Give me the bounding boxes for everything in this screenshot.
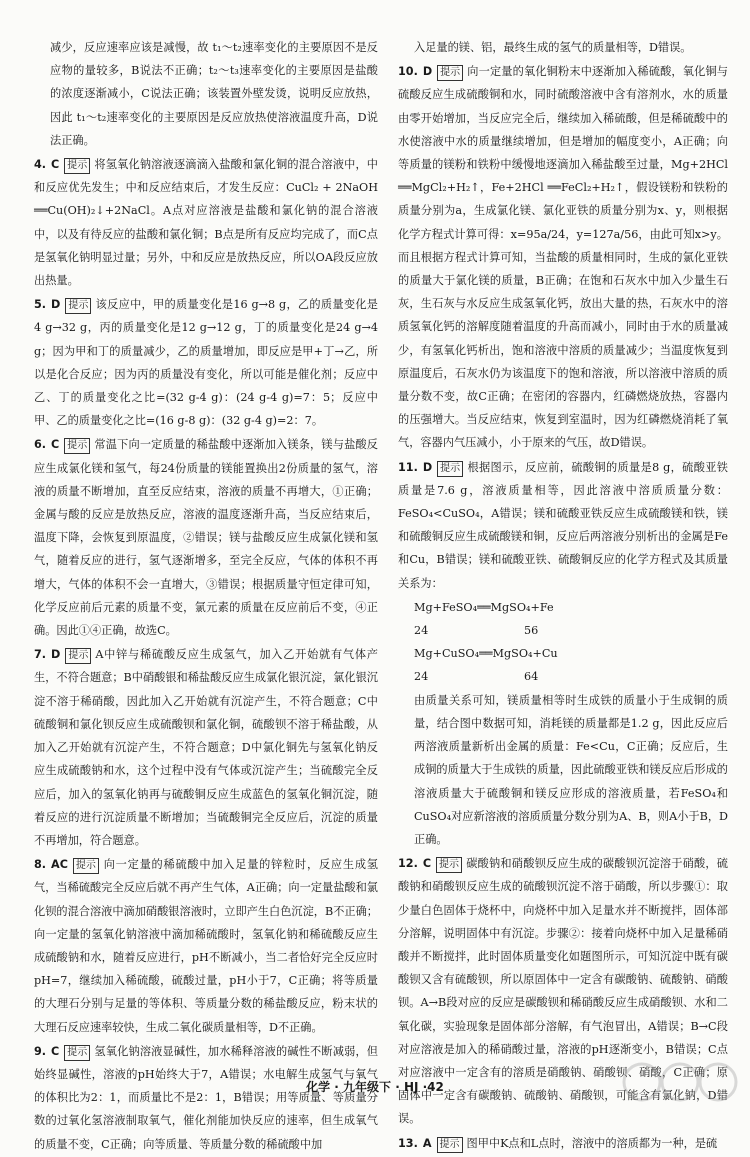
explanation-text: 氢氧化钠溶液显碱性，加水稀释溶液的碱性不断减弱，但始终显碱性，溶液的pH始终大于7，A错误；水电解生成氢气与氧气的体积比为2：1，而质量比不是2：1，B错误；用等质量、等质量分数的过氧化氢溶液制取氧气，催化剂能加快反应的速率，但生成氧气的质量不变，C正确；向等质量、等质量分数的稀硫酸中加 [34, 1044, 378, 1151]
explanation-continuation: 由质量关系可知，镁质量相等时生成铁的质量小于生成铜的质量，结合图中数据可知，消耗镁的质量都是1.2 g，因此反应后两溶液质量新析出金属的质量：Fe<Cu，C正确；反应后，生成铜的质量大于生成铁的质量，因此硫酸亚铁和镁反应后形成的溶液质量大于硫酸铜和镁反应形成的溶液质量，若FeSO₄和CuSO₄对应新溶液的溶质质量分数分别为A、B，则A小于B，D正确。 [414, 693, 728, 846]
answer-entry [34, 433, 378, 642]
hint-tag: 提示 [437, 1137, 463, 1153]
hint-tag: 提示 [437, 461, 463, 477]
question-number: 4. [34, 158, 47, 172]
mass-value: 56 [524, 624, 539, 638]
hint-tag: 提示 [65, 298, 91, 314]
explanation-text: 向一定量的氧化铜粉末中逐渐加入稀硫酸，氧化铜与硫酸反应生成硫酸铜和水，同时硫酸溶液中含有溶剂水，水的质量由零开始增加，当反应完全后，继续加入稀硫酸，但是稀硫酸中的水使溶液中水的质量继续增加，但是增加的幅度变小，A正确；向等质量的镁粉和铁粉中缓慢地逐滴加入稀盐酸至过量，Mg+2HCl ══MgCl₂+H₂↑，Fe+2HCl ══FeCl₂+H₂↑，假设镁粉和铁粉的质量分别为a，生成氯化镁、氯化亚铁的质量分别为x、y，则根据化学方程式计算可得：x=95a/24，y=127a/56，由此可知x>y。而且根据方程式计算可知，当盐酸的质量相同时，生成的氯化亚铁的质量大于氯化镁的质量，B正确；在饱和石灰水中加入少量生石灰，生石灰与水反应生成氢氧化钙，放出大量的热，石灰水中的溶质氢氧化钙的溶解度随着温度的升高而减小，同时由于水的质量减少，有氢氧化钙析出，饱和溶液中溶质的质量减少；当温度恢复到原温度后，石灰水仍为该温度下的饱和溶液，所以溶液中溶质的质量分数不变，故C正确；在密闭的容器内，红磷燃烧放热，容器内的压强增大。当反应结束，恢复到室温时，因为红磷燃烧消耗了氧气，容器内气压减小，小于原来的气压，故D错误。 [398, 65, 728, 450]
explanation-continuation: 入足量的镁、铝，最终生成的氢气的质量相等，D错误。 [414, 41, 692, 54]
explanation-text: 常温下向一定质量的稀盐酸中逐渐加入镁条，镁与盐酸反应生成氯化镁和氢气，每24份质量的镁能置换出2份质量的氢气，溶液的质量不断增加，直至反应结束，溶液的质量不再增大，①正确；金属与酸的反应是放热反应，溶液的温度逐渐升高，当反应结束后，温度下降，会恢复到原温度，②错误；镁与盐酸反应生成氯化镁和氢气，随着反应的进行，氢气逐渐增多，至完全反应，气体的体积不再增大，气体的体积不会一直增大，③错误；根据质量守恒定律可知，化学反应前后元素的质量不变，氯元素的质量在反应前后不变，④正确。因此①④正确，故选C。 [34, 438, 378, 638]
left-column [34, 36, 378, 1157]
answer-entry [398, 456, 728, 595]
hint-tag: 提示 [437, 65, 463, 81]
explanation-continuation: 减少，反应速率应该是减慢，故 t₁～t₂速率变化的主要原因不是反应物的量较多，B说法不正确；t₂～t₃速率变化的主要原因是盐酸的浓度逐渐减小，C说法正确；该装置外壁发烫，说明反应放热，因此 t₁～t₂速率变化的主要原因是反应放热使溶液温度升高，D说法正确。 [50, 41, 378, 147]
answer-entry [398, 60, 728, 454]
answer-letter: D [422, 65, 433, 79]
right-column [398, 36, 728, 1156]
hint-tag: 提示 [436, 857, 462, 873]
hint-tag: 提示 [64, 1045, 90, 1061]
question-number: 8. [34, 858, 47, 872]
answer-letter: C [51, 438, 60, 452]
hint-tag: 提示 [73, 858, 99, 874]
answer-entry [34, 853, 378, 1039]
explanation-text: 碳酸钠和硝酸钡反应生成的碳酸钡沉淀溶于硝酸，硫酸钠和硝酸钡反应生成的硫酸钡沉淀不溶于硝酸，所以步骤①：取少量白色固体于烧杯中，向烧杯中加入足量水并不断搅拌，固体部分溶解，说明固体中有沉淀。步骤②：接着向烧杯中加入足量稀硝酸并不断搅拌，此时固体质量变化如题图所示，可知沉淀中既有碳酸钡又含有硫酸钡，所以原固体中一定含有碳酸钠、硫酸钠、硝酸钡。A→B段对应的反应是碳酸钡和稀硝酸反应生成硝酸钡、水和二氧化碳，实验现象是固体部分溶解，有气泡冒出，A错误；B→C段对应溶液是加入的稀硝酸过量，溶液的pH逐渐变小，B错误；C点对应溶液中一定含有的溶质是硝酸钠、硝酸钡、硝酸，C正确；原固体中一定含有碳酸钠、硫酸钠、硝酸钡，可能含有氯化钠，D错误。 [398, 857, 728, 1126]
answer-entry [398, 1132, 728, 1155]
question-number: 9. [34, 1044, 47, 1058]
equation-mass-row [398, 665, 728, 688]
explanation-text: A中锌与稀硫酸反应生成氢气，加入乙开始就有气体产生，不符合题意；B中硝酸银和稀盐酸反应生成氯化银沉淀，氯化银沉淀不溶于稀硝酸，因此加入乙开始就有沉淀产生，不符合题意；C中硫酸铜和氯化钡反应生成硫酸钡和氯化铜，硫酸钡不溶于稀盐酸，从加入乙开始就有沉淀产生，不符合题意；D中氯化铜先与氢氧化钠反应生成硫酸钠和水，这个过程中没有气体或沉淀产生；当硫酸完全反应后，加入的氢氧化钠再与硫酸铜反应生成蓝色的氢氧化铜沉淀，随着反应的进行沉淀质量不断增加；当硫酸铜完全反应后，沉淀的质量不再增加，符合题意。 [34, 648, 378, 847]
question-number: 7. [34, 648, 47, 662]
answer-letter: C [51, 1044, 60, 1058]
explanation-text: 将氢氧化钠溶液逐滴滴入盐酸和氯化铜的混合溶液中，中和反应优先发生；中和反应结束后，才发生反应：CuCl₂ + 2NaOH ══Cu(OH)₂↓+2NaCl。A点对应溶液是盐酸和氯化钠的混合溶液中，以及有待反应的盐酸和氯化铜；B点是所有反应均完成了，而C点是氢氧化钠明显过量；另外，中和反应是放热反应，所以OA段反应放出热量。 [34, 158, 378, 288]
chemical-equation: Mg+FeSO₄══MgSO₄+Fe [414, 600, 554, 614]
explanation-text: 根据图示，反应前，硫酸铜的质量是8 g，硫酸亚铁质量是7.6 g，溶液质量相等，因此溶液中溶质质量分数：FeSO₄<CuSO₄，A错误；镁和硫酸亚铁反应生成硫酸镁和铁，镁和硫酸铜反应生成硫酸镁和铜，反应后两溶液分别析出的金属是Fe和Cu，B错误；镁和硫酸亚铁、硫酸铜反应的化学方程式及其质量关系为： [398, 460, 728, 590]
question-number: 12. [398, 857, 418, 871]
explanation-text: 向一定量的稀硫酸中加入足量的锌粒时，反应生成氢气，当稀硫酸完全反应后就不再产生气体，A正确；向一定量盐酸和氯化钡的混合溶液中滴加硝酸银溶液时，立即产生白色沉淀，B不正确；向一定量的氢氧化钠溶液中滴加稀硫酸时，氢氧化钠和稀硫酸反应生成硫酸钠和水，随着反应进行，pH不断减小，当二者恰好完全反应时pH=7，继续加入稀硫酸，硫酸过量，pH小于7，C正确；将等质量的大理石分别与足量的等体积、等质量分数的稀盐酸反应，粉末状的大理石反应速率较快，生成二氧化碳质量相等，D不正确。 [34, 858, 378, 1034]
answer-entry [34, 643, 378, 852]
answer-letter: C [51, 158, 60, 172]
mass-value: 24 [414, 624, 429, 638]
answer-letter: D [422, 460, 433, 474]
answer-entry [34, 153, 378, 292]
answer-letter: D [51, 298, 61, 312]
question-number: 13. [398, 1136, 418, 1150]
question-number: 6. [34, 438, 47, 452]
hint-tag: 提示 [64, 438, 90, 454]
hint-tag: 提示 [65, 648, 91, 664]
answer-letter: AC [51, 858, 68, 872]
page-footer: 化学 · 九年级下 · HJ ·42 [306, 1080, 444, 1094]
mass-value: 64 [524, 670, 539, 684]
answer-letter: A [422, 1136, 432, 1150]
mass-value: 24 [414, 670, 429, 684]
answer-letter: D [51, 648, 61, 662]
question-number: 10. [398, 65, 418, 79]
answer-entry [34, 293, 378, 432]
question-number: 11. [398, 460, 418, 474]
chemical-equation: Mg+CuSO₄══MgSO₄+Cu [414, 647, 558, 661]
equation-mass-row [398, 619, 728, 642]
explanation-text: 图甲中K点和L点时，溶液中的溶质都为一种，是硫 [466, 1136, 718, 1150]
question-number: 5. [34, 298, 47, 312]
answer-letter: C [422, 857, 432, 871]
watermark-logo-icon [620, 1060, 740, 1104]
explanation-text: 该反应中，甲的质量变化是16 g→8 g，乙的质量变化是4 g→32 g，丙的质量变化是12 g→12 g，丁的质量变化是24 g→4 g；因为甲和丁的质量减少，乙的质量增加，即反应是甲+丁→乙，所以是化合反应；因为丙的质量没有变化，所以可能是催化剂；反应中乙、丁的质量变化之比=(32 g-4 g)：(24 g-4 g)=7：5；反应中甲、乙的质量变化之比=(16 g-8 g)：(32 g-4 g)=2：7。 [34, 298, 378, 428]
hint-tag: 提示 [64, 158, 90, 174]
